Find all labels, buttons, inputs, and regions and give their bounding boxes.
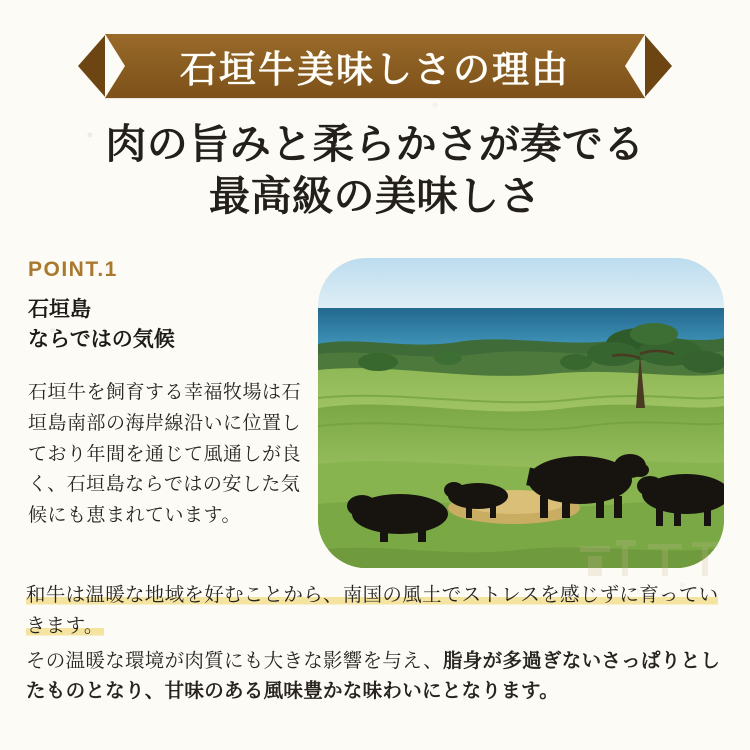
ribbon-notch-left-icon: [105, 34, 125, 98]
headline-line-2: 最高級の美味しさ: [209, 172, 541, 221]
pasture-photo-illustration: [318, 258, 724, 568]
ribbon-body: [105, 34, 645, 98]
ribbon-tail-left-icon: [78, 34, 106, 98]
point-label: POINT.1: [28, 258, 118, 281]
bottom-paragraph-1: [26, 580, 726, 642]
page-headline: [0, 118, 750, 223]
ribbon-tail-right-icon: [644, 34, 672, 98]
bottom-paragraph-2-plain: その温暖な環境が肉質にも大きな影響を与え、: [26, 649, 443, 672]
banner-ribbon: [0, 34, 750, 98]
bottom-paragraph-2: [26, 646, 726, 708]
pasture-photo: [318, 258, 724, 568]
point-subheading-line-1: 石垣島: [28, 298, 91, 321]
point-subheading-line-2: ならではの気候: [28, 327, 175, 351]
bottom-paragraph-2-emphasis: 脂身が多過ぎないさっぱりとしたものとなり、甘味のある風味豊かな味わいにとなります。: [26, 649, 721, 703]
bottom-paragraphs: [26, 580, 726, 711]
bottom-paragraph-1-highlight: 和牛は温暖な地域を好むことから、南国の風土でストレスを感じずに育っていきます。: [26, 584, 719, 637]
point-subheading: [28, 295, 318, 355]
ribbon-notch-right-icon: [625, 34, 645, 98]
headline-line-1: 肉の旨みと柔らかさが奏でる: [105, 120, 645, 168]
point-body-text: 石垣牛を飼育する幸福牧場は石垣島南部の海岸線沿いに位置しており年間を通じて風通しが良く、石垣島ならではの安した気候にも恵まれています。: [28, 382, 302, 527]
banner-title: 石垣牛美味しさの理由: [180, 47, 570, 91]
